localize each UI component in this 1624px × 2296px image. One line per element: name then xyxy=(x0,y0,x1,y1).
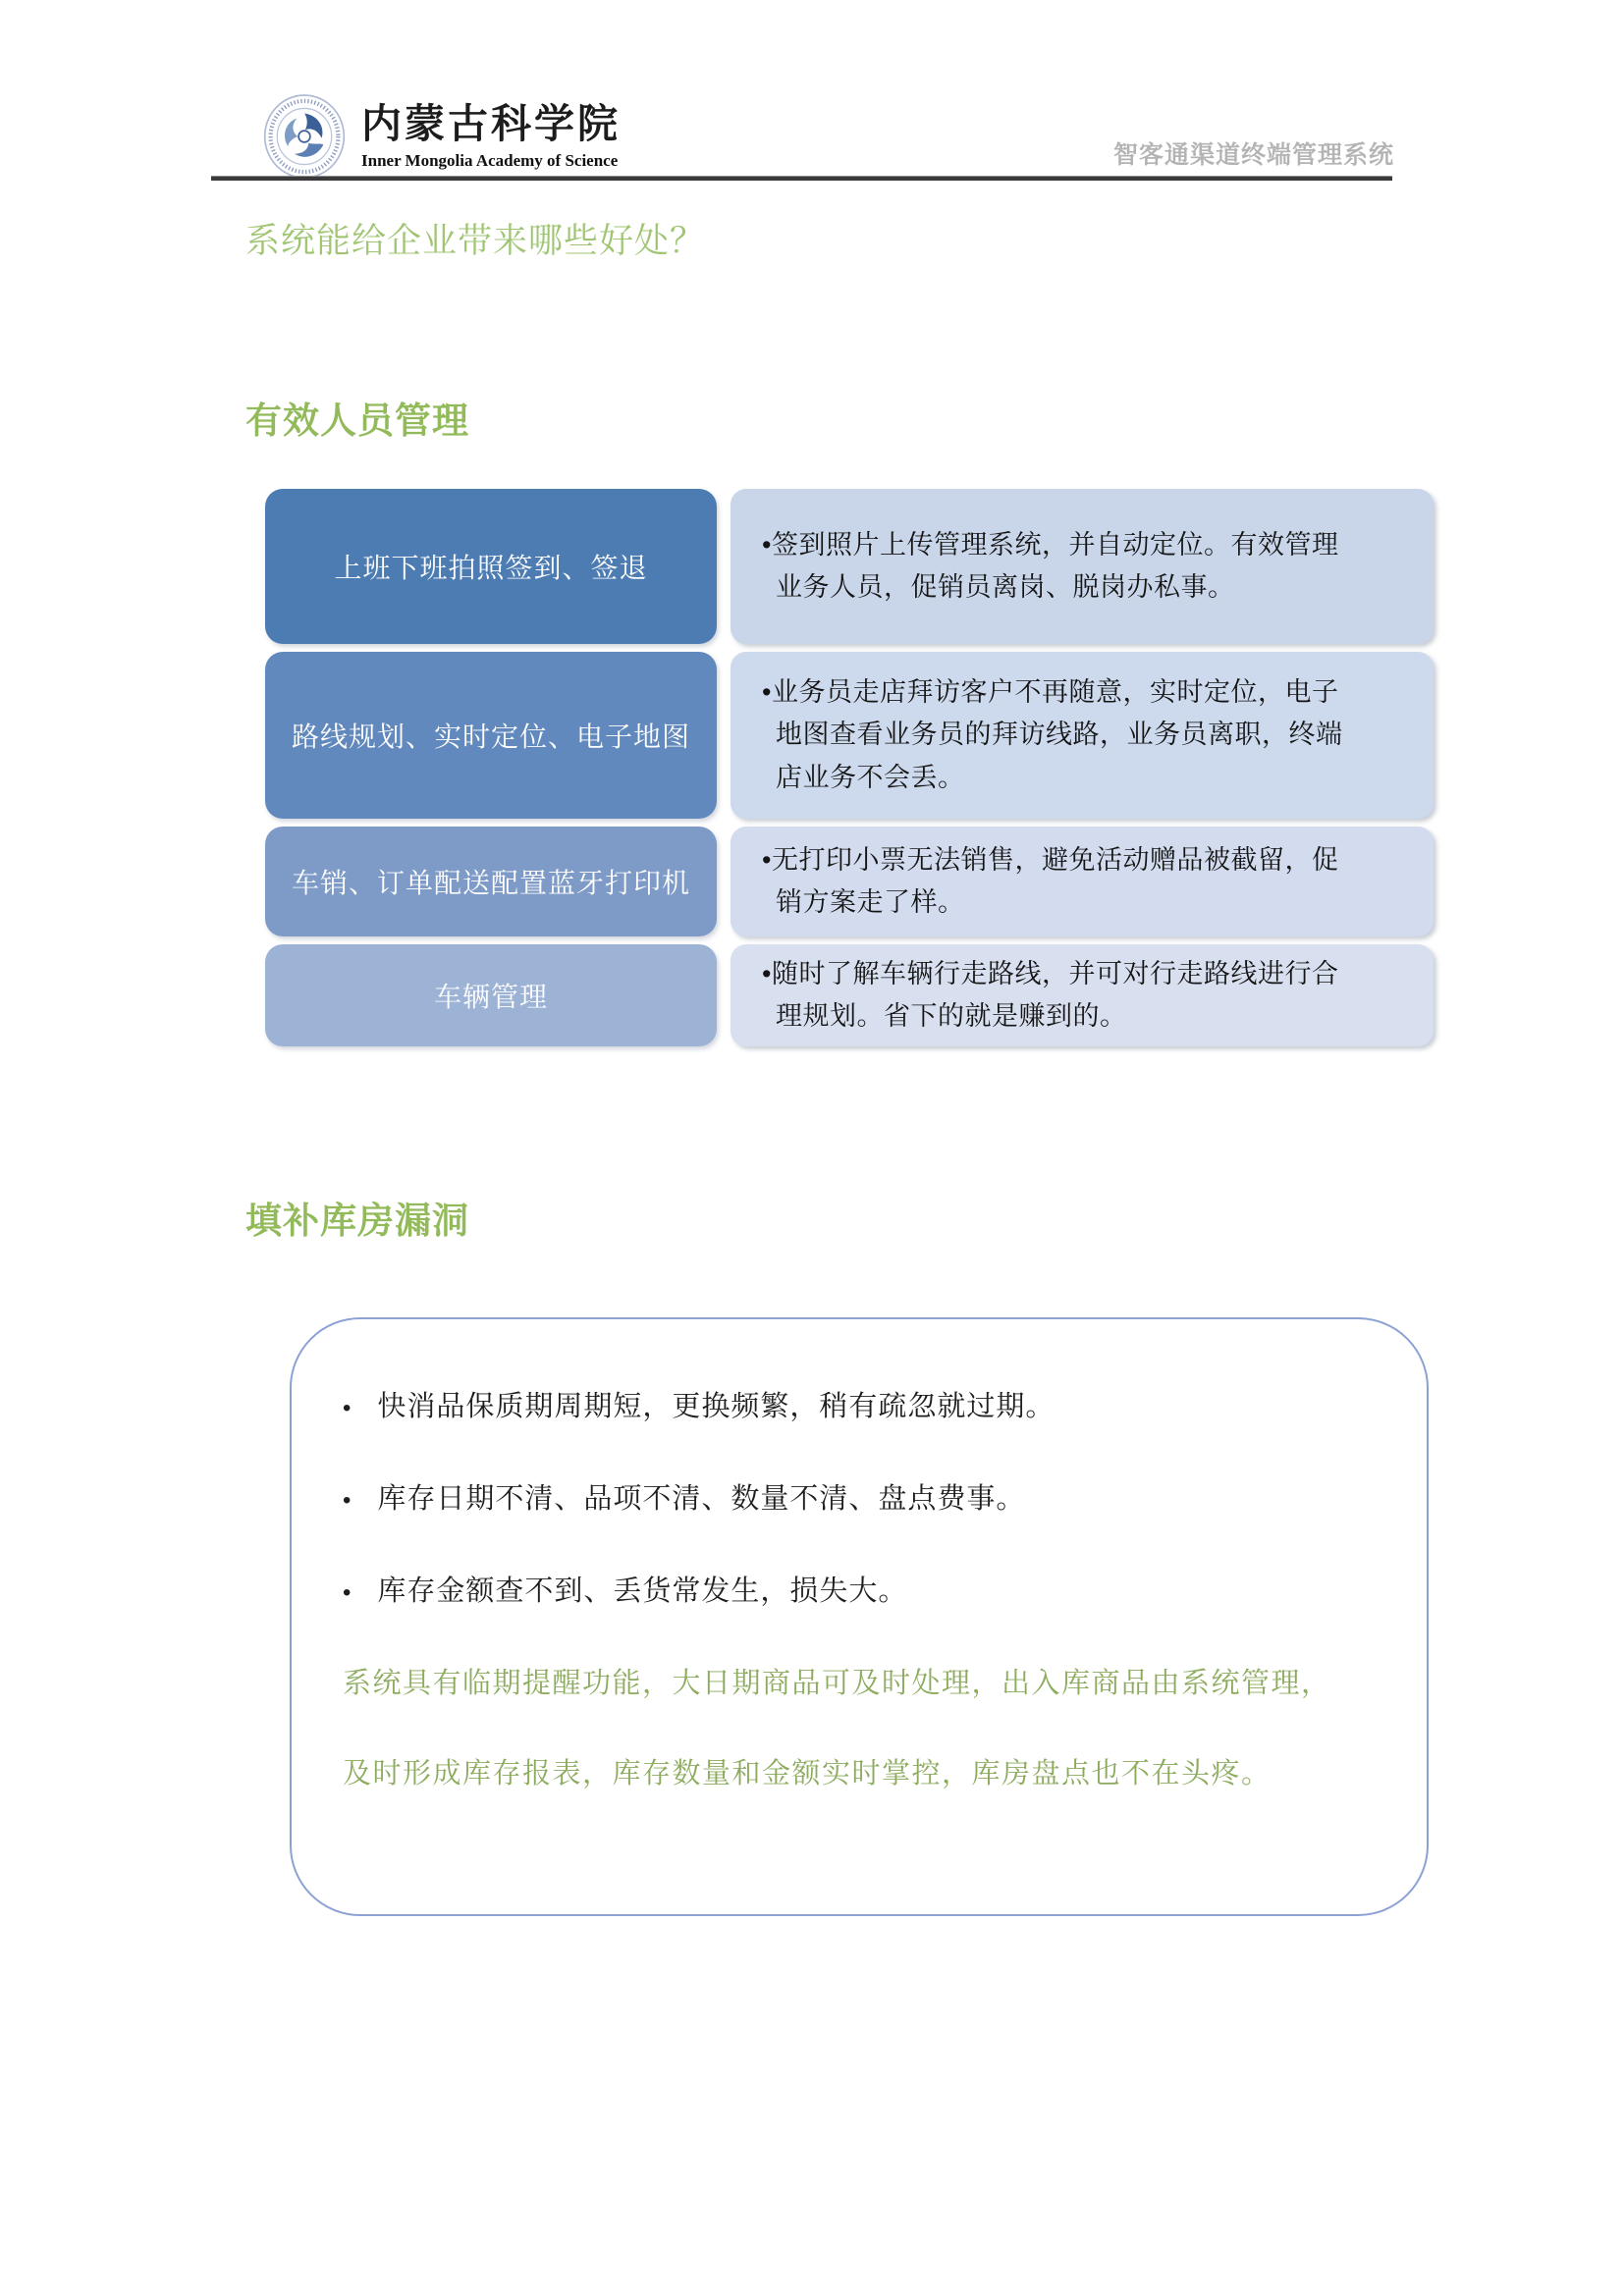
feature-label xyxy=(265,652,717,819)
feature-row-printer xyxy=(265,827,1434,936)
warehouse-bullet-item xyxy=(343,1480,1387,1519)
org-names xyxy=(361,102,621,170)
bullet-text: 库存金额查不到、丢货常发生，损失大。 xyxy=(377,1575,908,1608)
feature-label-text: 车辆管理 xyxy=(433,982,548,1012)
bullet-dot-icon: • xyxy=(343,1579,352,1607)
feature-label-text: 车销、订单配送配置蓝牙打印机 xyxy=(291,868,690,898)
feature-row-route xyxy=(265,652,1434,819)
bullet-dot-icon: • xyxy=(343,1395,352,1421)
feature-row-checkin xyxy=(265,489,1434,644)
bullet-text: 库存日期不清、品项不清、数量不清、盘点费事。 xyxy=(377,1483,1026,1516)
org-name-zh: 内蒙古科学院 xyxy=(361,101,621,147)
header-divider xyxy=(211,176,1392,181)
page-header xyxy=(0,0,1624,187)
section-heading-personnel: 有效人员管理 xyxy=(245,400,469,441)
org-logo xyxy=(263,93,621,180)
feature-desc-text: •签到照片上传管理系统，并自动定位。有效管理业务人员，促销员离岗、脱岗办私事。 xyxy=(762,529,1339,602)
warehouse-note-line: 及时形成库存报表，库存数量和金额实时掌控，库房盘点也不在头疼。 xyxy=(343,1757,1272,1789)
doc-title: 智客通渠道终端管理系统 xyxy=(1112,141,1394,169)
feature-desc-text: •业务员走店拜访客户不再随意，实时定位，电子地图查看业务员的拜访线路，业务员离职，终端店业务不会丢。 xyxy=(762,677,1343,792)
feature-label xyxy=(265,827,717,936)
feature-desc xyxy=(731,652,1434,819)
feature-label xyxy=(265,944,717,1046)
warehouse-bullet-item xyxy=(343,1388,1387,1426)
feature-rows xyxy=(265,489,1434,1054)
warehouse-panel xyxy=(290,1317,1429,1916)
org-name-en: Inner Mongolia Academy of Science xyxy=(361,150,619,170)
feature-desc-text: •无打印小票无法销售，避免活动赠品被截留，促销方案走了样。 xyxy=(762,844,1339,917)
bullet-text: 快消品保质期周期短，更换频繁，稍有疏忽就过期。 xyxy=(377,1391,1056,1422)
feature-desc-text: •随时了解车辆行走路线，并可对行走路线进行合理规划。省下的就是赚到的。 xyxy=(762,958,1339,1031)
feature-desc xyxy=(731,489,1434,644)
warehouse-bullet-item xyxy=(343,1573,1387,1611)
warehouse-note-line: 系统具有临期提醒功能，大日期商品可及时处理，出入库商品由系统管理， xyxy=(343,1668,1331,1700)
page-title: 系统能给企业带来哪些好处？ xyxy=(245,222,706,260)
feature-row-vehicle xyxy=(265,944,1434,1046)
bullet-dot-icon: • xyxy=(343,1487,352,1515)
feature-label xyxy=(265,489,717,644)
feature-label-text: 路线规划、实时定位、电子地图 xyxy=(291,721,690,752)
feature-desc xyxy=(731,827,1434,936)
feature-label-text: 上班下班拍照签到、签退 xyxy=(334,553,648,583)
feature-desc xyxy=(731,944,1434,1046)
academy-emblem-icon xyxy=(263,93,346,180)
section-heading-warehouse: 填补库房漏洞 xyxy=(245,1201,469,1241)
